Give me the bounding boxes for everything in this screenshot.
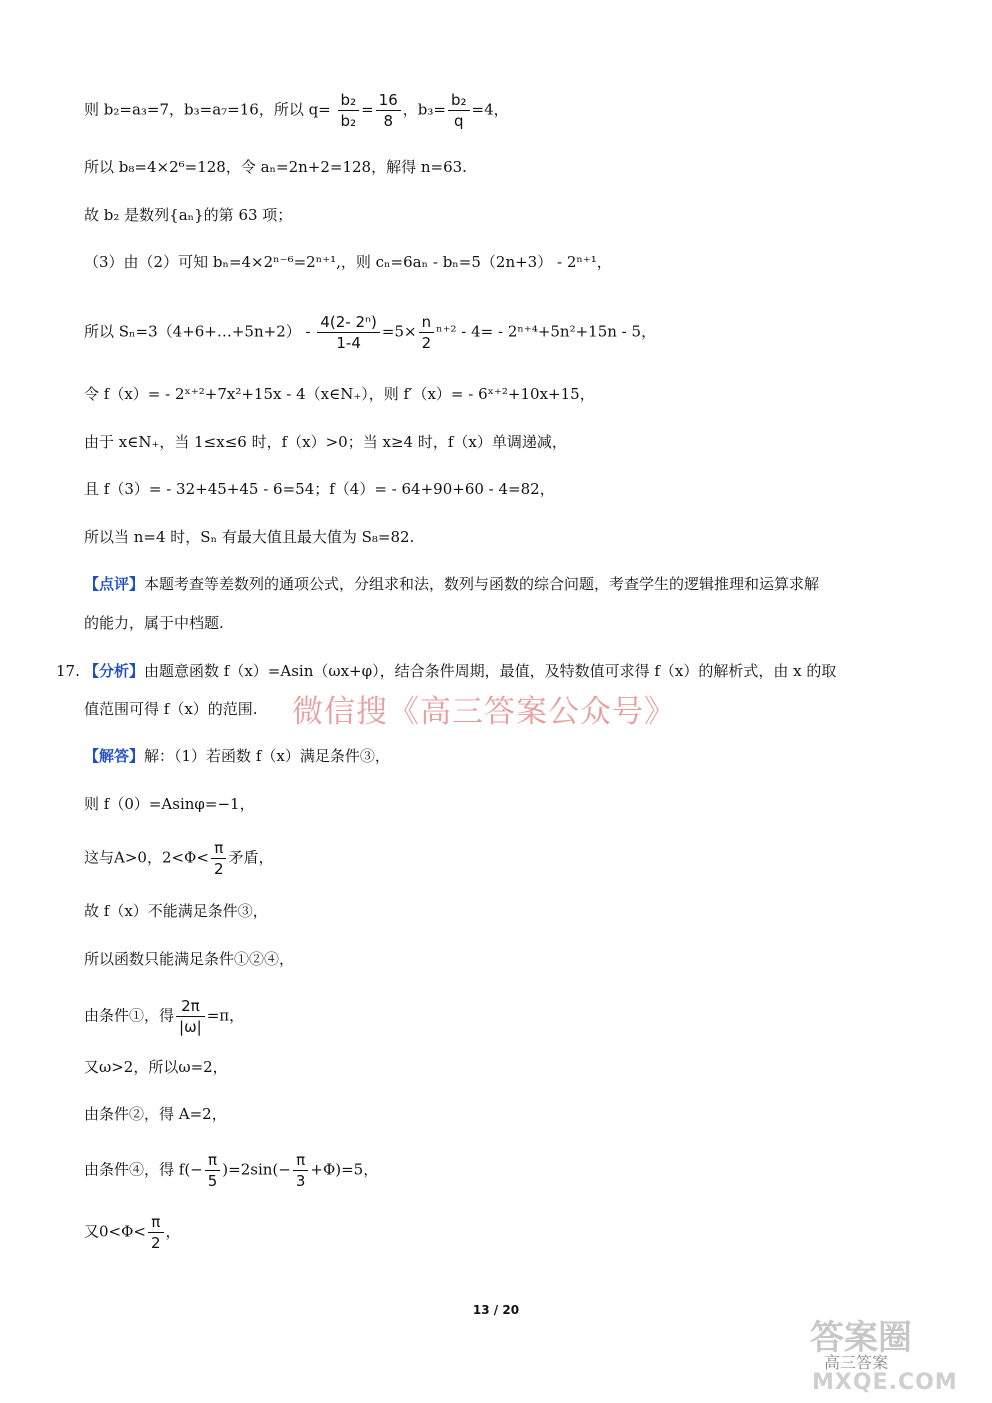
- logo-subtitle: 高三答案: [824, 1353, 889, 1372]
- step-only: 所以函数只能满足条件①②④，: [84, 950, 295, 968]
- site-logo: [810, 1310, 980, 1400]
- logo-site: MXQE.COM: [812, 1370, 958, 1395]
- line-b8: 所以 b₈=4×2⁶=128，令 aₙ=2n+2=128，解得 n=63.: [84, 158, 467, 176]
- line-sn: 所以 Sₙ=3（4+6+…+5n+2） - $\frac{\text{4(2- 2ⁿ)}}{1-4}$ =5× $\frac{n}{2}$ ⁿ⁺² - 4= - 2ⁿ⁺⁴+5n²+15n - 5，: [84, 313, 657, 352]
- review-line-2: 的能力，属于中档题.: [84, 614, 224, 632]
- answer-tag: 【解答】: [84, 747, 145, 765]
- line-max: 所以当 n=4 时，Sₙ 有最大值且最大值为 S₈=82.: [84, 528, 415, 546]
- step-f0: 则 f（0）=Asinφ=−1，: [84, 795, 255, 813]
- line-fx: 令 f（x）= - 2ˣ⁺²+7x²+15x - 4（x∈N₊），则 f′（x）= - 6ˣ⁺²+10x+15，: [84, 385, 595, 403]
- step-contradiction: 这与A>0，2<Φ< $\frac{\pi}{2}$ 矛盾，: [84, 839, 274, 878]
- line-part3: （3）由（2）可知 bₙ=4×2ⁿ⁻⁶=2ⁿ⁺¹,，则 cₙ=6aₙ - bₙ=5（2n+3） - 2ⁿ⁺¹，: [84, 253, 612, 271]
- line-monotonic: 由于 x∈N₊，当 1≤x≤6 时，f（x）>0；当 x≥4 时，f（x）单调递减，: [84, 433, 567, 451]
- step-omega: 又ω>2，所以ω=2，: [84, 1058, 228, 1076]
- question-number: 17.: [56, 662, 80, 680]
- review-tag: 【点评】: [84, 575, 145, 593]
- answer-line: 【解答】解：（1）若函数 f（x）满足条件③，: [84, 747, 390, 765]
- watermark-text: 微信搜《高三答案公众号》: [292, 694, 676, 730]
- review-line-1: 【点评】本题考查等差数列的通项公式，分组求和法，数列与函数的综合问题，考查学生的逻辑推理和运算求解: [84, 575, 820, 593]
- line-conclusion: 故 b₂ 是数列{aₙ}的第 63 项；: [84, 206, 293, 224]
- page-number: 13 / 20: [472, 1303, 520, 1317]
- line-b2-b3: 则 b₂=a₃=7，b₃=a₇=16，所以 q= $\frac{\text{b₂}}{\text{b₂}}$ = $\frac{16}{8}$ ，b₃= $\frac{\text{b₂}}{q}$ =4，: [84, 91, 509, 130]
- fraction: $\frac{\text{b₂}}{\text{b₂}}$: [338, 90, 360, 131]
- analysis-tag: 【分析】: [84, 662, 145, 680]
- line-values: 且 f（3）= - 32+45+45 - 6=54；f（4）= - 64+90+60 - 4=82，: [84, 480, 555, 498]
- fraction: $\frac{\pi}{3}$: [293, 1150, 309, 1191]
- step-cond1: 由条件①，得 $\frac{2\pi}{|\omega|}$ =π，: [84, 997, 245, 1036]
- fraction: $\frac{2\pi}{|\omega|}$: [176, 996, 205, 1037]
- step-cond2: 由条件②，得 A=2，: [84, 1105, 227, 1123]
- step-phi-range: 又0<Φ< $\frac{\pi}{2}$ ，: [84, 1213, 181, 1252]
- fraction: $\frac{\pi}{5}$: [205, 1150, 221, 1191]
- analysis-line-1: 【分析】由题意函数 f（x）=Asin（ωx+φ），结合条件周期，最值，及特数值可求得 f（x）的解析式，由 x 的取: [84, 662, 837, 680]
- fraction: $\frac{n}{2}$: [419, 312, 435, 353]
- fraction: $\frac{16}{8}$: [376, 90, 401, 131]
- analysis-line-2: 值范围可得 f（x）的范围.: [84, 700, 258, 718]
- fraction: $\frac{\pi}{2}$: [211, 838, 227, 879]
- fraction: $\frac{\pi}{2}$: [148, 1212, 164, 1253]
- step-cond4: 由条件④，得 f(− $\frac{\pi}{5}$ )=2sin(− $\frac{\pi}{3}$ +Φ)=5，: [84, 1151, 379, 1190]
- fraction: $\frac{\text{4(2- 2ⁿ)}}{1-4}$: [317, 312, 380, 353]
- step-not3: 故 f（x）不能满足条件③，: [84, 902, 268, 920]
- logo-mark: 答案圈: [810, 1318, 912, 1358]
- fraction: $\frac{\text{b₂}}{q}$: [448, 90, 470, 131]
